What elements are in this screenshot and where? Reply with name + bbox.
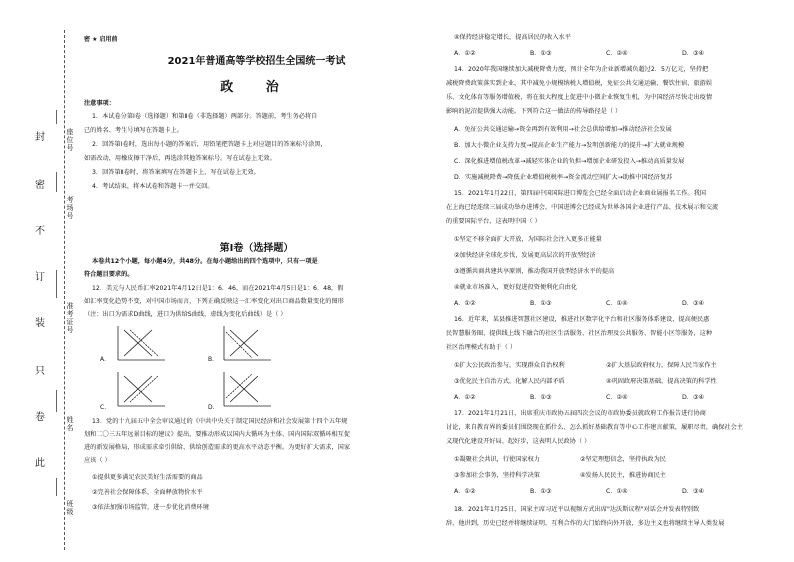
q14-line: 14．2020年我国继续加大减税降费力度，预计全年为企业新增减负超过2．5万亿元，坚持把 xyxy=(454,66,709,73)
admission-number-label: 准考证号 xyxy=(66,302,74,334)
q13-option: ④保持经济稳定增长，提高居民的收入水平 xyxy=(454,34,571,41)
note-line: 4．考试结束，将本试卷和答题卡一并交回。 xyxy=(92,183,214,190)
margin-char: 卷 xyxy=(35,412,45,423)
q15-choice-c: C．①④ xyxy=(606,300,628,307)
exam-title: 2021年普通高等学校招生全国统一考试 xyxy=(167,56,346,67)
margin-char: 密 xyxy=(35,180,45,191)
q18-line: 辞，他讲到，历史已经并将继续证明，互利合作的大门始终向外开放，多边主义也将继续主导人类发展 xyxy=(446,520,725,527)
note-line: 1．本试卷分第Ⅰ卷（选择题）和第Ⅱ卷（非选择题）两部分。答题前，考生务必将自 xyxy=(92,113,318,120)
q16-choice-b: B．①③ xyxy=(530,394,552,401)
q16-option: ④巩固政府决策基础，提高决策的科学性 xyxy=(606,378,717,385)
q14-option-c: C．深化推进增值税改革→减轻实体企业的负担→增加企业研发投入→推动高质量发展 xyxy=(454,158,685,165)
q13-option: ①提供更多满足农民美好生活需要的商品 xyxy=(92,474,203,481)
margin-char: 只 xyxy=(35,366,45,377)
q17-option: ③参加社会事务，坚持科学决策 xyxy=(454,472,540,479)
note-line: 2．回答第Ⅰ卷时，选出每小题的答案后，用铅笔把答题卡上对应题目的答案标号涂黑， xyxy=(92,141,327,148)
class-label: 班级 xyxy=(66,500,74,516)
q13-line: 应该（ ） xyxy=(84,457,111,464)
q13-line: 13．党的十九届五中全会审议通过的《中共中央关于制定国民经济和社会发展第十四个五年规 xyxy=(92,418,348,425)
q16-option: ②扩大基层政府权力，保障人民当家作主 xyxy=(606,362,717,369)
q17-line: 讨论，来自教育界的委员们围绕现在抓什么、怎么抓好基础教育等中心工作建言献策，履职尽责，确保社会主 xyxy=(446,424,743,431)
q13-choice-a: A．①② xyxy=(454,50,476,57)
q15-choice-a: A．①② xyxy=(454,300,476,307)
q16-choice-c: C．②④ xyxy=(606,394,628,401)
graph-d xyxy=(218,370,273,410)
q16-line: 16．近年来，某县推进智慧社区建设，推进社区数字化平台和社区服务体系建设，提高便民惠 xyxy=(454,316,710,323)
q17-line: 义现代化建设开好局、起好步，这表明人民政协（ ） xyxy=(446,438,591,445)
q17-line: 17．2021年1月21日，出席重庆市政协五届四次会议的市政协委员就政府工作报告进行协商 xyxy=(454,410,706,417)
q17-choice-a: A．①② xyxy=(454,488,476,495)
margin-char: 此 xyxy=(35,458,45,469)
q14-option-a: A．免征公共交通运输→资金再到有效利用→社会总供给增加→推动经济社会发展 xyxy=(454,126,672,133)
q17-choice-d: D．③④ xyxy=(682,488,705,495)
graph-c-label: C． xyxy=(100,404,111,411)
name-label: 姓名 xyxy=(66,416,74,432)
q15-line: 在上海已经连续三届成功举办进博会，中国进博会已经成为世界各国企业进行产品、技术展示和交流 xyxy=(446,204,719,211)
q13-option: ③依法加强市场监管，进一步优化消费环境 xyxy=(92,504,209,511)
q15-choice-d: D．③④ xyxy=(682,300,705,307)
graph-d-label: D． xyxy=(208,404,219,411)
seat-number-line xyxy=(56,110,57,124)
binding-margin xyxy=(0,30,80,550)
q16-choice-a: A．①② xyxy=(454,394,476,401)
graph-b xyxy=(218,324,273,364)
q12-line: （注：出口为需求D曲线，进口为供给S曲线，虚线为变化后曲线）是（ ） xyxy=(84,311,287,318)
q17-choice-c: C．①④ xyxy=(606,488,628,495)
q13-choice-b: B．①③ xyxy=(530,50,552,57)
exam-room-label: 考场号 xyxy=(66,196,74,220)
q13-line: 进的新发展格局，形成需求牵引供给、供给创造需求的更高水平动态平衡。为更好扩大需求，国家 xyxy=(84,444,351,451)
margin-char: 封 xyxy=(35,132,45,143)
q17-option: ④发扬人民民主，推进协商民主 xyxy=(580,472,666,479)
q15-line: 15．2021年1月22日，第四届中国国际进口博览会已经全面启动企业商业展报名工作。我国 xyxy=(454,190,706,197)
q13-choice-d: D．③④ xyxy=(682,50,705,57)
graph-b-label: B． xyxy=(208,356,219,363)
q18-line: 18．2021年1月25日，国家主席习近平以视频方式出席"达沃斯议程"对话会并发表特别致 xyxy=(454,506,700,513)
seat-number-label: 座位号 xyxy=(66,128,74,152)
class-line xyxy=(56,478,57,496)
q17-choice-b: B．①③ xyxy=(530,488,552,495)
note-line: 3．回答第Ⅱ卷时，将答案填写在答题卡上，写在试卷上无效。 xyxy=(92,169,260,176)
q14-option-d: D．实施减税降费→降低企业增值税税率→资金流动空间扩大→助推中国经济复苏 xyxy=(454,174,673,181)
q15-option: ②加快经济全球化步伐，发展更高层次的开放型经济 xyxy=(454,252,596,259)
q15-line: 的重要国际平台，这表明中国（ ） xyxy=(446,218,541,225)
q12-line: 如汇率变化趋势不变，对中国市场而言，下列正确反映这一汇率变化对出口商品数量变化的图形 xyxy=(84,298,344,305)
q14-line: 影响的泥沼提供强大动能。下列符合这一做法的传导路径是（ ） xyxy=(446,108,622,115)
binding-dashed-line xyxy=(64,30,65,550)
q15-option: ①坚定不移全面扩大开放，为国际社会注入更多正能量 xyxy=(454,236,602,243)
q16-line: 社区治理模式有助于（ ） xyxy=(446,344,517,351)
q16-line: 民智慧服务圈，提供线上线下融合的社区生活服务、社区治理及公共服务、智能小区等服务，这种 xyxy=(446,330,713,337)
section-title: 第Ⅰ卷（选择题） xyxy=(219,243,294,254)
subject-title: 政 治 xyxy=(220,80,293,95)
q13-choice-c: C．②④ xyxy=(606,50,628,57)
margin-char: 订 xyxy=(35,272,45,283)
graph-a xyxy=(112,324,167,364)
graph-a-label: A． xyxy=(100,356,111,363)
q16-option: ③优化民主自治方式，化解人民内部矛盾 xyxy=(454,378,565,385)
q14-line: 乐、文化体育等服务增值税，将在很大程度上促进中小微企业恢复生机，为中国经济尽快走出疫情 xyxy=(446,94,713,101)
note-line: 如需改动，用橡皮擦干净后，再选涂其他答案标号。写在试卷上无效。 xyxy=(84,155,276,162)
q12-line: 12．美元与人民币汇率2021年4月12日是1：6．46，而在2021年4月5日是1：6．48，假 xyxy=(92,285,344,292)
q16-option: ①扩大公民政治参与，实现群众自治权利 xyxy=(454,362,565,369)
q13-option: ②完善社会保障体系，全面释放物价水平 xyxy=(92,489,203,496)
secret-mark: 密 ★ 启用前 xyxy=(84,36,118,43)
q15-choice-b: B．①③ xyxy=(530,300,552,307)
q14-line: 减税降费政策落实到企业，其中减免小规模纳税人增值税，免征公共交通运输、餐饮住宿、旅游娱 xyxy=(446,80,713,87)
exam-room-line xyxy=(56,172,57,192)
name-line xyxy=(56,390,57,412)
graph-c xyxy=(112,370,167,410)
q13-line: 划和二〇三五年远景目标的建议》提出，要推动形成以国内大循环为主体、国内国际双循环相互促 xyxy=(84,431,351,438)
margin-char: 装 xyxy=(35,318,45,329)
q15-option: ③遵循共商共建共享原则，推动我国开放型经济水平的提高 xyxy=(454,268,615,275)
admission-number-line xyxy=(56,270,57,298)
notes-heading: 注意事项： xyxy=(84,100,115,107)
q17-option: ②坚定理想信念，坚持执政为民 xyxy=(580,456,666,463)
margin-char: 不 xyxy=(35,226,45,237)
note-line: 己的姓名、考生号填写在答题卡上。 xyxy=(84,127,183,134)
q14-option-b: B．加大小微企业支持力度→提高企业生产能力→发明创新能力的提升→扩大就业规模 xyxy=(454,142,685,149)
q17-option: ①凝聚社会共识，行使国家权力 xyxy=(454,456,540,463)
q15-option: ④就业市场准入，更好促进投资便利化自由化 xyxy=(454,284,578,291)
section-intro: 本卷共12个小题，每小题4分，共48分。在每小题给出的四个选项中，只有一项是 xyxy=(92,258,318,265)
section-intro: 符合题目要求的。 xyxy=(84,271,134,278)
q16-choice-d: D．③④ xyxy=(682,394,705,401)
